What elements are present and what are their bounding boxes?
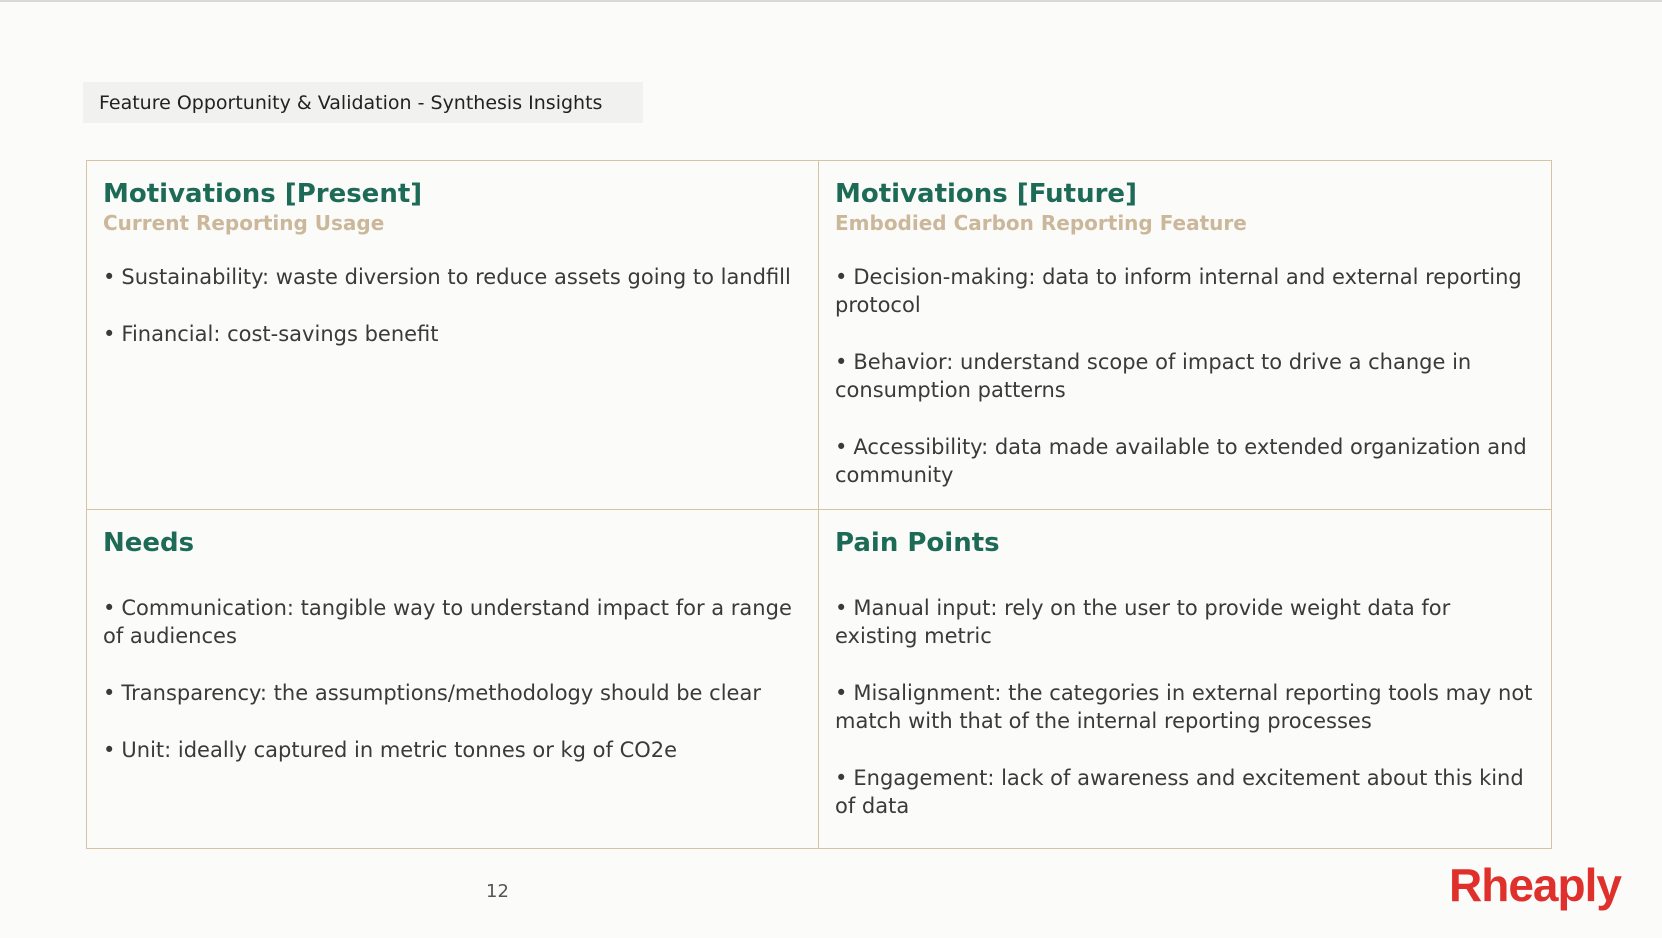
quadrant-title: Motivations [Present] (103, 179, 423, 209)
bullet-list (103, 263, 802, 348)
slide-title: Feature Opportunity & Validation - Synthesis Insights (99, 91, 603, 114)
list-item: • Accessibility: data made available to extended organization and community (835, 435, 1527, 487)
quadrant-motivations-future (819, 161, 1551, 510)
quadrant-motivations-present (87, 161, 819, 510)
list-item: • Misalignment: the categories in external reporting tools may not match with that of the internal reporting processes (835, 681, 1533, 733)
bullet-icon: • (835, 596, 848, 620)
page-number: 12 (486, 881, 509, 902)
quadrant-pain-points (819, 510, 1551, 848)
list-item: • Communication: tangible way to understand impact for a range of audiences (103, 596, 792, 648)
quadrant-title: Pain Points (835, 528, 1000, 558)
list-item: • Financial: cost-savings benefit (103, 322, 439, 346)
bullet-icon: • (103, 596, 116, 620)
list-item: • Decision-making: data to inform internal and external reporting protocol (835, 265, 1522, 317)
quadrant-title: Motivations [Future] (835, 179, 1137, 209)
list-item: • Engagement: lack of awareness and excitement about this kind of data (835, 766, 1524, 818)
quadrant-title: Needs (103, 528, 195, 558)
list-item: • Unit: ideally captured in metric tonnes or kg of CO2e (103, 738, 678, 762)
bullet-icon: • (103, 681, 116, 705)
quadrant-subtitle: Current Reporting Usage (103, 211, 385, 235)
insights-grid (86, 160, 1552, 849)
bullet-list (103, 594, 802, 764)
list-item: • Manual input: rely on the user to provide weight data for existing metric (835, 596, 1451, 648)
bullet-icon: • (103, 265, 116, 289)
list-item: • Sustainability: waste diversion to reduce assets going to landfill (103, 265, 791, 289)
bullet-icon: • (835, 265, 848, 289)
top-divider (0, 0, 1662, 2)
bullet-icon: • (835, 681, 848, 705)
bullet-list (835, 263, 1535, 489)
bullet-icon: • (103, 738, 116, 762)
bullet-list (835, 594, 1535, 820)
list-item: • Transparency: the assumptions/methodology should be clear (103, 681, 761, 705)
slide-header (83, 82, 643, 123)
bullet-icon: • (103, 322, 116, 346)
list-item: • Behavior: understand scope of impact to drive a change in consumption patterns (835, 350, 1472, 402)
bullet-icon: • (835, 435, 848, 459)
quadrant-subtitle: Embodied Carbon Reporting Feature (835, 211, 1247, 235)
quadrant-needs (87, 510, 819, 848)
bullet-icon: • (835, 766, 848, 790)
bullet-icon: • (835, 350, 848, 374)
rheaply-logo: Rheaply (1449, 859, 1621, 911)
